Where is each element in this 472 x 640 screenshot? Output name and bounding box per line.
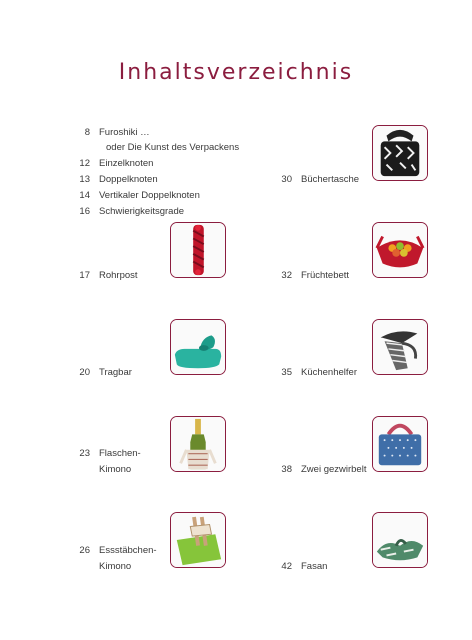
entry-label: Furoshiki … — [99, 127, 150, 138]
entry-label: Büchertasche — [301, 174, 360, 185]
page-number: 38 — [281, 464, 292, 475]
book-bag-icon — [372, 125, 428, 181]
entry-label: Früchtebett — [301, 270, 350, 281]
entry-label: Tragbar — [99, 367, 132, 378]
bottle-wrap-icon — [170, 416, 226, 472]
page-number: 16 — [79, 206, 90, 217]
entry-label: oder Die Kunst des Verpackens — [106, 142, 240, 153]
page-number: 8 — [84, 127, 90, 138]
page-number: 20 — [79, 367, 90, 378]
entry-label: Vertikaler Doppelknoten — [99, 190, 200, 201]
entry-label: Küchenhelfer — [301, 367, 357, 378]
fruit-bowl-icon — [372, 222, 428, 278]
teal-bag-icon — [170, 319, 226, 375]
entry-label: Fasan — [301, 561, 328, 572]
page-number: 42 — [281, 561, 292, 572]
entry-label: Doppelknoten — [99, 174, 158, 185]
chopsticks-wrap-icon — [170, 512, 226, 568]
entry-label-line2: Kimono — [99, 561, 132, 572]
pheasant-wrap-icon — [372, 512, 428, 568]
page-number: 17 — [79, 270, 90, 281]
page-number: 32 — [281, 270, 292, 281]
page-number: 35 — [281, 367, 292, 378]
entry-label: Einzelknoten — [99, 158, 154, 169]
page-number: 14 — [79, 190, 90, 201]
red-tube-wrap-icon — [170, 222, 226, 278]
page-title: Inhaltsverzeichnis — [118, 60, 354, 85]
twisted-bag-icon — [372, 416, 428, 472]
entry-label: Schwierigkeitsgrade — [99, 206, 185, 217]
kitchen-helper-icon — [372, 319, 428, 375]
page-number: 26 — [79, 545, 90, 556]
entry-label: Flaschen- — [99, 448, 141, 459]
entry-label: Zwei gezwirbelt — [301, 464, 367, 475]
page-number: 23 — [79, 448, 90, 459]
entry-label-line2: Kimono — [99, 464, 132, 475]
entry-label: Rohrpost — [99, 270, 138, 281]
page-number: 12 — [79, 158, 90, 169]
entry-label: Essstäbchen- — [99, 545, 157, 556]
page-number: 30 — [281, 174, 292, 185]
page-number: 13 — [79, 174, 90, 185]
